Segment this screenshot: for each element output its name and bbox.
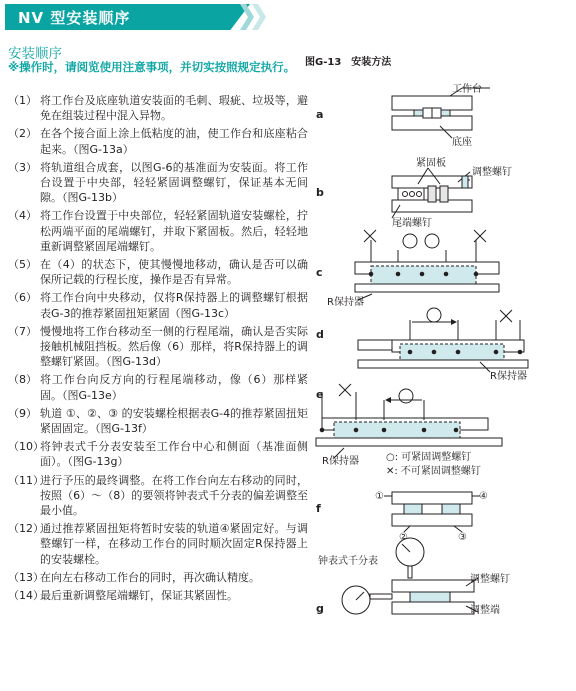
step-item — [8, 208, 308, 254]
label-r-retainer-c: R保持器 — [327, 297, 364, 308]
legend-cannot-tighten: ✕: 不可紧固调整螺钉 — [386, 466, 481, 477]
label-adjust-end: 调整端 — [470, 605, 500, 616]
step-number: （13） — [8, 570, 44, 584]
panel-label-d: d — [316, 328, 324, 341]
figure-title: 安装方法 — [351, 57, 392, 68]
rail-number-1: ① — [375, 491, 384, 502]
panel-label-b: b — [316, 186, 324, 199]
step-number: （4） — [8, 209, 37, 223]
figure-number: 图G-13 — [305, 57, 342, 68]
step-text: 将轨道组合成套，以图G-6的基准面为安装面。将工作台设置于中央部，轻轻紧固调整螺钉，保证基本无间隙。（图G-13b） — [40, 160, 308, 205]
rail-number-3: ③ — [458, 532, 467, 543]
step-number: （3） — [8, 160, 37, 174]
caution-note: ※操作时，请阅览使用注意事项，并切实按照规定执行。 — [8, 60, 296, 74]
step-number: （7） — [8, 324, 37, 338]
panel-b-assembly — [392, 168, 472, 218]
step-number: （12） — [8, 522, 44, 536]
step-item — [8, 290, 308, 320]
step-item — [8, 473, 308, 519]
step-number: （2） — [8, 127, 37, 141]
label-base: 底座 — [452, 137, 472, 148]
rail-number-2: ② — [399, 532, 408, 543]
step-number: （8） — [8, 373, 37, 387]
label-clamp-plate: 紧固板 — [416, 158, 446, 169]
step-item — [8, 160, 308, 206]
panel-label-a: a — [316, 108, 324, 121]
page-title: NV 型安装顺序 — [18, 9, 131, 27]
step-text: 在（4）的状态下，使其慢慢地移动，确认是否可以确保所记载的行程长度，操作是否有异常。 — [40, 258, 308, 287]
step-item — [8, 406, 308, 436]
figure-caption — [305, 53, 401, 68]
step-item — [8, 439, 308, 469]
panel-e-retainer — [316, 384, 502, 458]
step-text: 通过推荐紧固扭矩将暂时安装的轨道④紧固定好。与调整螺钉一样，在移动工作台的同时顺次固定R保持器上的安装螺栓。 — [40, 522, 308, 566]
panel-label-f: f — [316, 502, 321, 515]
step-number: （1） — [8, 94, 37, 107]
step-number: （6） — [8, 291, 37, 305]
step-text: 慢慢地将工作台移动至一侧的行程尾端，确认是否实际接触机械阻挡板。然后像（6）那样，将R保持器上的调整螺钉紧固。（图G-13d） — [40, 324, 308, 369]
step-text: 将钟表式千分表安装至工作台中心和侧面（基准面侧面）。（图G-13g） — [40, 440, 308, 469]
step-text: 将工作台向中央移动，仅将R保持器上的调整螺钉根据表G-3的推荐紧固扭矩紧固（图G-13c） — [40, 291, 308, 320]
step-number: （14） — [8, 589, 44, 603]
panel-c-retainer — [355, 230, 499, 300]
step-text: 轨道 ①、②、③ 的安装螺栓根据表G-4的推荐紧固扭矩紧固固定。（图G-13f） — [40, 406, 308, 436]
step-item — [8, 257, 308, 287]
step-text: 进行予压的最终调整。在将工作台向左右移动的同时，按照（6）～（8）的要领将钟表式千分表的偏差调整至最小值。 — [40, 473, 308, 518]
panel-g-dial-gauge — [342, 538, 478, 614]
step-item — [8, 93, 308, 123]
step-text: 将工作台设置于中央部位，轻轻紧固轨道安装螺栓，拧松两端平面的尾端螺钉，并取下紧固板。然后，轻轻地重新调整紧固尾端螺钉。 — [40, 209, 308, 253]
step-text: 在各个接合面上涂上低粘度的油，使工作台和底座粘合起来。（图G-13a） — [40, 127, 308, 156]
panel-label-g: g — [316, 602, 324, 615]
rail-number-4: ④ — [479, 491, 488, 502]
step-number: （9） — [8, 406, 37, 420]
label-table: 工作台 — [452, 84, 482, 95]
step-item — [8, 324, 308, 370]
step-item — [8, 588, 308, 603]
panel-label-e: e — [316, 388, 324, 401]
step-number: （5） — [8, 258, 37, 272]
panel-label-c: c — [316, 266, 323, 279]
step-number: （11） — [8, 473, 44, 487]
label-adjust-screw-g: 调整螺钉 — [470, 574, 510, 585]
step-list — [8, 93, 308, 606]
step-item — [8, 126, 308, 156]
step-text: 将工作台向反方向的行程尾端移动，像（6）那样紧固。（图G-13e） — [40, 373, 308, 402]
legend-can-tighten: ○: 可紧固调整螺钉 — [386, 452, 472, 463]
step-text: 在向左右移动工作台的同时，再次确认精度。 — [40, 570, 260, 584]
step-text: 将工作台及底座轨道安装面的毛刺、瑕疵、垃圾等，避免在组装过程中混入异物。 — [40, 94, 308, 123]
step-item — [8, 521, 308, 567]
label-adjust-screw-b: 调整螺钉 — [472, 167, 512, 178]
step-item — [8, 570, 308, 585]
label-end-screw: 尾端螺钉 — [392, 218, 432, 229]
step-text: 最后重新调整尾端螺钉，保证其紧固性。 — [40, 589, 238, 603]
step-item — [8, 372, 308, 402]
page-header — [0, 0, 576, 34]
chevron-right-icon — [252, 4, 266, 30]
label-dial-gauge: 钟表式千分表 — [318, 556, 378, 567]
panel-d-retainer — [358, 308, 528, 372]
label-r-retainer-d: R保持器 — [490, 371, 527, 382]
label-r-retainer-e: R保持器 — [322, 456, 359, 467]
section-title: 安装顺序 — [8, 46, 62, 62]
step-number: （10） — [8, 440, 44, 454]
panel-f-rails — [384, 492, 480, 532]
panel-a-table-base — [392, 88, 490, 138]
